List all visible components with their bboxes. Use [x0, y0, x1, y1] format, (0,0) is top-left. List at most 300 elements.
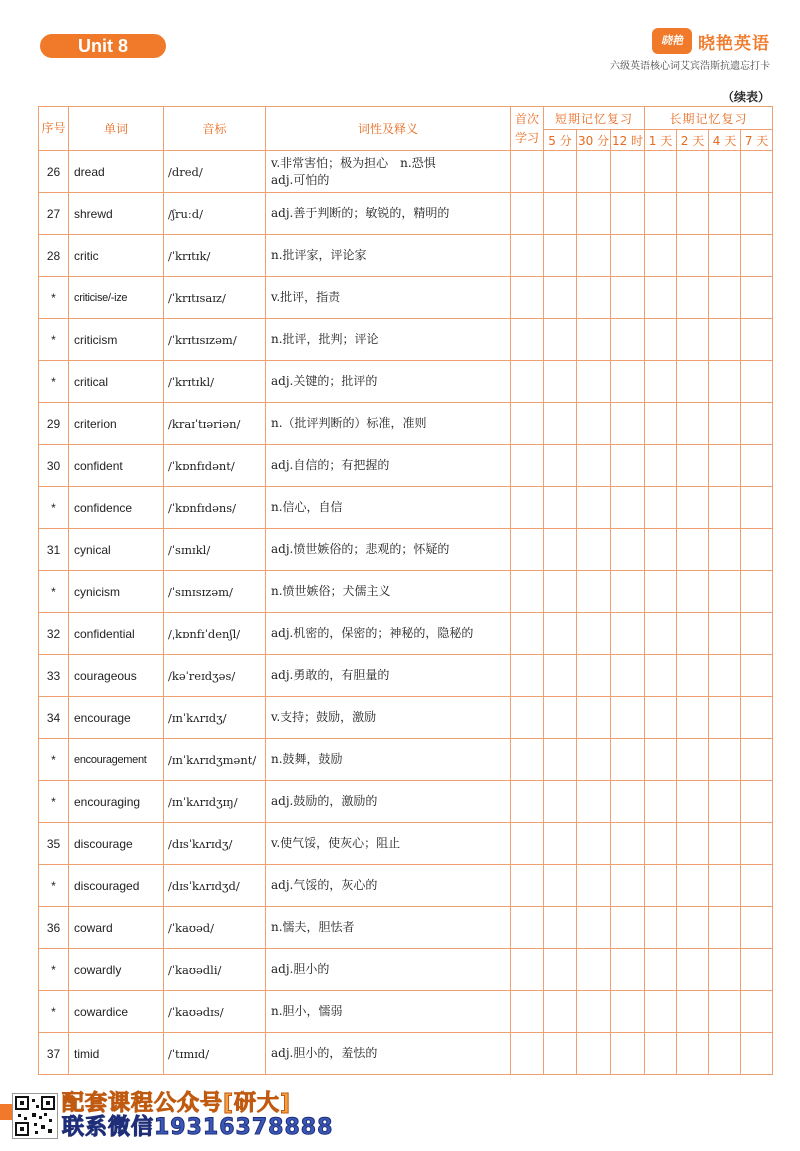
brand-logo-icon: 晓艳 [652, 28, 692, 54]
row-index: * [39, 319, 69, 361]
row-definition [266, 1033, 511, 1075]
review-checkbox-cell[interactable] [611, 1033, 645, 1075]
review-checkbox-cell[interactable] [709, 445, 741, 487]
review-checkbox-cell[interactable] [511, 613, 544, 655]
review-checkbox-cell[interactable] [511, 991, 544, 1033]
review-checkbox-cell[interactable] [577, 487, 611, 529]
review-checkbox-cell[interactable] [544, 445, 577, 487]
definition-line: n.（批评判断的）标准，准则 [271, 416, 427, 430]
row-word: encouraging [69, 781, 164, 823]
definition-line: adj.胆小的 [271, 962, 330, 976]
table-row [39, 1033, 773, 1075]
review-checkbox-cell[interactable] [544, 865, 577, 907]
review-checkbox-cell[interactable] [677, 865, 709, 907]
review-checkbox-cell[interactable] [577, 151, 611, 193]
row-definition [266, 319, 511, 361]
header-phonetic: 音标 [164, 107, 266, 151]
table-row [39, 991, 773, 1033]
row-definition [266, 277, 511, 319]
review-checkbox-cell[interactable] [741, 865, 773, 907]
review-checkbox-cell[interactable] [511, 235, 544, 277]
definition-line: n.鼓舞，鼓励 [271, 752, 343, 766]
review-checkbox-cell[interactable] [677, 697, 709, 739]
review-checkbox-cell[interactable] [677, 991, 709, 1033]
review-checkbox-cell[interactable] [511, 949, 544, 991]
row-word: criticise/-ize [69, 277, 164, 319]
table-row [39, 151, 773, 193]
table-row [39, 445, 773, 487]
row-word: encouragement [69, 739, 164, 781]
row-index: 30 [39, 445, 69, 487]
review-checkbox-cell[interactable] [611, 529, 645, 571]
row-index: 28 [39, 235, 69, 277]
row-word: encourage [69, 697, 164, 739]
qr-code-icon[interactable] [12, 1093, 58, 1139]
review-checkbox-cell[interactable] [741, 697, 773, 739]
review-checkbox-cell[interactable] [677, 529, 709, 571]
review-checkbox-cell[interactable] [741, 571, 773, 613]
row-definition [266, 613, 511, 655]
row-definition [266, 781, 511, 823]
table-row [39, 781, 773, 823]
table-row [39, 403, 773, 445]
review-checkbox-cell[interactable] [544, 403, 577, 445]
definition-line: n.愤世嫉俗；犬儒主义 [271, 584, 391, 598]
promo-text [62, 1092, 333, 1140]
review-checkbox-cell[interactable] [645, 739, 677, 781]
row-word: discouraged [69, 865, 164, 907]
review-checkbox-cell[interactable] [677, 151, 709, 193]
review-checkbox-cell[interactable] [511, 823, 544, 865]
row-index: * [39, 361, 69, 403]
review-checkbox-cell[interactable] [677, 739, 709, 781]
review-checkbox-cell[interactable] [577, 193, 611, 235]
definition-line: v.批评，指责 [271, 290, 341, 304]
review-checkbox-cell[interactable] [741, 193, 773, 235]
review-checkbox-cell[interactable] [544, 277, 577, 319]
row-phonetic: /ɪnˈkʌrɪdʒ/ [164, 697, 266, 739]
review-checkbox-cell[interactable] [741, 739, 773, 781]
definition-line: adj.气馁的，灰心的 [271, 878, 378, 892]
review-checkbox-cell[interactable] [677, 1033, 709, 1075]
review-checkbox-cell[interactable] [741, 319, 773, 361]
row-phonetic: /dɪsˈkʌrɪdʒ/ [164, 823, 266, 865]
header-12h: 12 时 [611, 130, 645, 151]
row-definition [266, 739, 511, 781]
row-word: shrewd [69, 193, 164, 235]
promo-line-1: 配套课程公众号[研大] [62, 1091, 292, 1116]
review-checkbox-cell[interactable] [611, 151, 645, 193]
row-phonetic: /ˈkaʊədli/ [164, 949, 266, 991]
review-checkbox-cell[interactable] [511, 781, 544, 823]
review-checkbox-cell[interactable] [645, 445, 677, 487]
row-definition [266, 445, 511, 487]
review-checkbox-cell[interactable] [544, 529, 577, 571]
review-checkbox-cell[interactable] [511, 403, 544, 445]
row-word: critic [69, 235, 164, 277]
review-checkbox-cell[interactable] [611, 865, 645, 907]
review-checkbox-cell[interactable] [611, 739, 645, 781]
review-checkbox-cell[interactable] [677, 823, 709, 865]
row-definition [266, 529, 511, 571]
review-checkbox-cell[interactable] [677, 613, 709, 655]
row-index: 37 [39, 1033, 69, 1075]
review-checkbox-cell[interactable] [511, 361, 544, 403]
review-checkbox-cell[interactable] [645, 865, 677, 907]
review-checkbox-cell[interactable] [611, 991, 645, 1033]
review-checkbox-cell[interactable] [511, 319, 544, 361]
review-checkbox-cell[interactable] [544, 613, 577, 655]
row-phonetic: /dɪsˈkʌrɪdʒd/ [164, 865, 266, 907]
review-checkbox-cell[interactable] [709, 235, 741, 277]
review-checkbox-cell[interactable] [645, 907, 677, 949]
row-word: discourage [69, 823, 164, 865]
row-phonetic: /ɪnˈkʌrɪdʒmənt/ [164, 739, 266, 781]
review-checkbox-cell[interactable] [611, 487, 645, 529]
review-checkbox-cell[interactable] [577, 445, 611, 487]
review-checkbox-cell[interactable] [645, 571, 677, 613]
review-checkbox-cell[interactable] [709, 949, 741, 991]
review-checkbox-cell[interactable] [577, 739, 611, 781]
review-checkbox-cell[interactable] [544, 739, 577, 781]
review-checkbox-cell[interactable] [677, 487, 709, 529]
definition-line: adj.善于判断的；敏锐的，精明的 [271, 206, 450, 220]
review-checkbox-cell[interactable] [741, 529, 773, 571]
row-definition [266, 193, 511, 235]
header-1day: 1 天 [645, 130, 677, 151]
review-checkbox-cell[interactable] [611, 655, 645, 697]
row-phonetic: /ˈkɒnfɪdənt/ [164, 445, 266, 487]
review-checkbox-cell[interactable] [611, 319, 645, 361]
review-checkbox-cell[interactable] [577, 571, 611, 613]
table-row [39, 655, 773, 697]
review-checkbox-cell[interactable] [741, 235, 773, 277]
review-checkbox-cell[interactable] [741, 277, 773, 319]
review-checkbox-cell[interactable] [544, 823, 577, 865]
table-row [39, 487, 773, 529]
review-checkbox-cell[interactable] [544, 949, 577, 991]
review-checkbox-cell[interactable] [511, 193, 544, 235]
review-checkbox-cell[interactable] [577, 781, 611, 823]
review-checkbox-cell[interactable] [544, 319, 577, 361]
definition-line: adj.勇敢的，有胆量的 [271, 668, 390, 682]
review-checkbox-cell[interactable] [709, 487, 741, 529]
row-phonetic: /ˈsɪnɪsɪzəm/ [164, 571, 266, 613]
review-checkbox-cell[interactable] [741, 1033, 773, 1075]
review-checkbox-cell[interactable] [645, 319, 677, 361]
definition-line: v.非常害怕；极为担心 n.恐惧 [271, 155, 436, 170]
row-word: criticism [69, 319, 164, 361]
review-checkbox-cell[interactable] [741, 445, 773, 487]
row-definition [266, 151, 511, 193]
review-checkbox-cell[interactable] [741, 991, 773, 1033]
review-checkbox-cell[interactable] [577, 697, 611, 739]
row-definition [266, 697, 511, 739]
row-word: confidence [69, 487, 164, 529]
review-checkbox-cell[interactable] [645, 277, 677, 319]
review-checkbox-cell[interactable] [709, 739, 741, 781]
vocabulary-table [38, 106, 773, 1075]
review-checkbox-cell[interactable] [511, 277, 544, 319]
row-word: critical [69, 361, 164, 403]
review-checkbox-cell[interactable] [645, 151, 677, 193]
review-checkbox-cell[interactable] [544, 907, 577, 949]
row-word: cynical [69, 529, 164, 571]
row-phonetic: /ˈkɒnfɪdəns/ [164, 487, 266, 529]
table-row [39, 949, 773, 991]
review-checkbox-cell[interactable] [544, 487, 577, 529]
review-checkbox-cell[interactable] [741, 949, 773, 991]
review-checkbox-cell[interactable] [709, 151, 741, 193]
review-checkbox-cell[interactable] [611, 277, 645, 319]
row-definition [266, 655, 511, 697]
definition-line: n.信心，自信 [271, 500, 343, 514]
review-checkbox-cell[interactable] [511, 1033, 544, 1075]
review-checkbox-cell[interactable] [645, 697, 677, 739]
review-checkbox-cell[interactable] [511, 571, 544, 613]
review-checkbox-cell[interactable] [511, 151, 544, 193]
review-checkbox-cell[interactable] [709, 823, 741, 865]
review-checkbox-cell[interactable] [677, 235, 709, 277]
review-checkbox-cell[interactable] [709, 403, 741, 445]
row-phonetic: /ˌkɒnfɪˈdenʃl/ [164, 613, 266, 655]
review-checkbox-cell[interactable] [511, 865, 544, 907]
review-checkbox-cell[interactable] [709, 193, 741, 235]
header-index: 序号 [39, 107, 69, 151]
review-checkbox-cell[interactable] [709, 907, 741, 949]
review-checkbox-cell[interactable] [645, 193, 677, 235]
row-word: confidential [69, 613, 164, 655]
review-checkbox-cell[interactable] [577, 403, 611, 445]
review-checkbox-cell[interactable] [611, 235, 645, 277]
review-checkbox-cell[interactable] [577, 655, 611, 697]
review-checkbox-cell[interactable] [677, 319, 709, 361]
review-checkbox-cell[interactable] [511, 739, 544, 781]
row-definition [266, 991, 511, 1033]
review-checkbox-cell[interactable] [709, 781, 741, 823]
row-index: * [39, 571, 69, 613]
review-checkbox-cell[interactable] [709, 1033, 741, 1075]
row-phonetic: /ˈkrɪtɪk/ [164, 235, 266, 277]
definition-line: adj.愤世嫉俗的；悲观的；怀疑的 [271, 542, 450, 556]
review-checkbox-cell[interactable] [577, 613, 611, 655]
row-definition [266, 235, 511, 277]
review-checkbox-cell[interactable] [544, 781, 577, 823]
review-checkbox-cell[interactable] [645, 403, 677, 445]
review-checkbox-cell[interactable] [741, 151, 773, 193]
review-checkbox-cell[interactable] [677, 277, 709, 319]
review-checkbox-cell[interactable] [709, 865, 741, 907]
definition-line: n.懦夫，胆怯者 [271, 920, 355, 934]
review-checkbox-cell[interactable] [611, 613, 645, 655]
header-4day: 4 天 [709, 130, 741, 151]
review-checkbox-cell[interactable] [577, 529, 611, 571]
review-checkbox-cell[interactable] [611, 823, 645, 865]
row-phonetic: /dred/ [164, 151, 266, 193]
review-checkbox-cell[interactable] [611, 571, 645, 613]
review-checkbox-cell[interactable] [645, 823, 677, 865]
review-checkbox-cell[interactable] [709, 529, 741, 571]
review-checkbox-cell[interactable] [611, 445, 645, 487]
row-phonetic: /ˈkrɪtɪsaɪz/ [164, 277, 266, 319]
review-checkbox-cell[interactable] [677, 445, 709, 487]
review-checkbox-cell[interactable] [741, 487, 773, 529]
review-checkbox-cell[interactable] [544, 697, 577, 739]
definition-line: v.使气馁，使灰心；阻止 [271, 836, 401, 850]
brand-subtitle: 六级英语核心词艾宾浩斯抗遗忘打卡 [610, 61, 770, 72]
row-word: cowardly [69, 949, 164, 991]
review-checkbox-cell[interactable] [741, 781, 773, 823]
row-word: timid [69, 1033, 164, 1075]
row-index: * [39, 487, 69, 529]
row-phonetic: /kəˈreɪdʒəs/ [164, 655, 266, 697]
review-checkbox-cell[interactable] [741, 907, 773, 949]
review-checkbox-cell[interactable] [511, 697, 544, 739]
review-checkbox-cell[interactable] [645, 613, 677, 655]
review-checkbox-cell[interactable] [677, 949, 709, 991]
review-checkbox-cell[interactable] [709, 697, 741, 739]
row-index: 32 [39, 613, 69, 655]
review-checkbox-cell[interactable] [577, 235, 611, 277]
table-row [39, 319, 773, 361]
definition-line: v.支持；鼓励，激励 [271, 710, 377, 724]
review-checkbox-cell[interactable] [645, 781, 677, 823]
review-checkbox-cell[interactable] [611, 949, 645, 991]
table-row [39, 697, 773, 739]
review-checkbox-cell[interactable] [677, 781, 709, 823]
review-checkbox-cell[interactable] [611, 403, 645, 445]
row-index: 29 [39, 403, 69, 445]
review-checkbox-cell[interactable] [677, 655, 709, 697]
row-definition [266, 571, 511, 613]
promo-line-2: 联系微信19316378888 [62, 1115, 334, 1140]
review-checkbox-cell[interactable] [544, 235, 577, 277]
review-checkbox-cell[interactable] [544, 193, 577, 235]
row-definition [266, 949, 511, 991]
review-checkbox-cell[interactable] [709, 613, 741, 655]
row-phonetic: /ˈtɪmɪd/ [164, 1033, 266, 1075]
review-checkbox-cell[interactable] [645, 487, 677, 529]
review-checkbox-cell[interactable] [544, 1033, 577, 1075]
header-meaning: 词性及释义 [266, 107, 511, 151]
row-phonetic: /ʃruːd/ [164, 193, 266, 235]
table-row [39, 193, 773, 235]
review-checkbox-cell[interactable] [645, 949, 677, 991]
review-checkbox-cell[interactable] [611, 193, 645, 235]
row-definition [266, 823, 511, 865]
review-checkbox-cell[interactable] [577, 823, 611, 865]
table-row [39, 571, 773, 613]
review-checkbox-cell[interactable] [611, 907, 645, 949]
header-first-study-line2: 学习 [514, 130, 539, 145]
row-definition [266, 403, 511, 445]
review-checkbox-cell[interactable] [645, 991, 677, 1033]
review-checkbox-cell[interactable] [511, 529, 544, 571]
review-checkbox-cell[interactable] [544, 991, 577, 1033]
review-checkbox-cell[interactable] [677, 907, 709, 949]
review-checkbox-cell[interactable] [544, 655, 577, 697]
review-checkbox-cell[interactable] [577, 361, 611, 403]
row-word: cowardice [69, 991, 164, 1033]
review-checkbox-cell[interactable] [611, 697, 645, 739]
review-checkbox-cell[interactable] [645, 655, 677, 697]
review-checkbox-cell[interactable] [511, 907, 544, 949]
definition-line: n.胆小，懦弱 [271, 1004, 343, 1018]
review-checkbox-cell[interactable] [741, 613, 773, 655]
row-definition [266, 865, 511, 907]
definition-line: n.批评，批判；评论 [271, 332, 379, 346]
review-checkbox-cell[interactable] [544, 571, 577, 613]
row-phonetic: /ˈsɪnɪkl/ [164, 529, 266, 571]
header-first-study-line1: 首次 [514, 111, 539, 126]
row-word: dread [69, 151, 164, 193]
review-checkbox-cell[interactable] [741, 403, 773, 445]
review-checkbox-cell[interactable] [577, 277, 611, 319]
review-checkbox-cell[interactable] [611, 361, 645, 403]
review-checkbox-cell[interactable] [645, 361, 677, 403]
review-checkbox-cell[interactable] [577, 991, 611, 1033]
review-checkbox-cell[interactable] [677, 403, 709, 445]
row-definition [266, 907, 511, 949]
brand-line [610, 28, 770, 54]
row-index: * [39, 739, 69, 781]
review-checkbox-cell[interactable] [677, 361, 709, 403]
row-index: * [39, 865, 69, 907]
unit-badge: Unit 8 [40, 34, 166, 58]
review-checkbox-cell[interactable] [709, 655, 741, 697]
review-checkbox-cell[interactable] [709, 991, 741, 1033]
row-index: 36 [39, 907, 69, 949]
review-checkbox-cell[interactable] [645, 529, 677, 571]
review-checkbox-cell[interactable] [677, 193, 709, 235]
review-checkbox-cell[interactable] [577, 907, 611, 949]
review-checkbox-cell[interactable] [511, 487, 544, 529]
review-checkbox-cell[interactable] [709, 319, 741, 361]
review-checkbox-cell[interactable] [577, 319, 611, 361]
review-checkbox-cell[interactable] [677, 571, 709, 613]
review-checkbox-cell[interactable] [645, 235, 677, 277]
review-checkbox-cell[interactable] [577, 1033, 611, 1075]
review-checkbox-cell[interactable] [577, 865, 611, 907]
review-checkbox-cell[interactable] [511, 655, 544, 697]
row-phonetic: /ˈkrɪtɪsɪzəm/ [164, 319, 266, 361]
header-30min: 30 分 [577, 130, 611, 151]
review-checkbox-cell[interactable] [741, 823, 773, 865]
table-row [39, 613, 773, 655]
review-checkbox-cell[interactable] [709, 361, 741, 403]
review-checkbox-cell[interactable] [709, 277, 741, 319]
review-checkbox-cell[interactable] [645, 1033, 677, 1075]
row-index: 26 [39, 151, 69, 193]
definition-line: adj.关键的；批评的 [271, 374, 378, 388]
table-row [39, 277, 773, 319]
review-checkbox-cell[interactable] [741, 361, 773, 403]
header-short-term: 短期记忆复习 [544, 107, 645, 130]
review-checkbox-cell[interactable] [611, 781, 645, 823]
review-checkbox-cell[interactable] [709, 571, 741, 613]
header-long-term: 长期记忆复习 [645, 107, 773, 130]
review-checkbox-cell[interactable] [577, 949, 611, 991]
review-checkbox-cell[interactable] [511, 445, 544, 487]
table-row [39, 739, 773, 781]
review-checkbox-cell[interactable] [544, 151, 577, 193]
row-phonetic: /ˈkrɪtɪkl/ [164, 361, 266, 403]
row-word: criterion [69, 403, 164, 445]
review-checkbox-cell[interactable] [741, 655, 773, 697]
header-5min: 5 分 [544, 130, 577, 151]
review-checkbox-cell[interactable] [544, 361, 577, 403]
row-word: cynicism [69, 571, 164, 613]
